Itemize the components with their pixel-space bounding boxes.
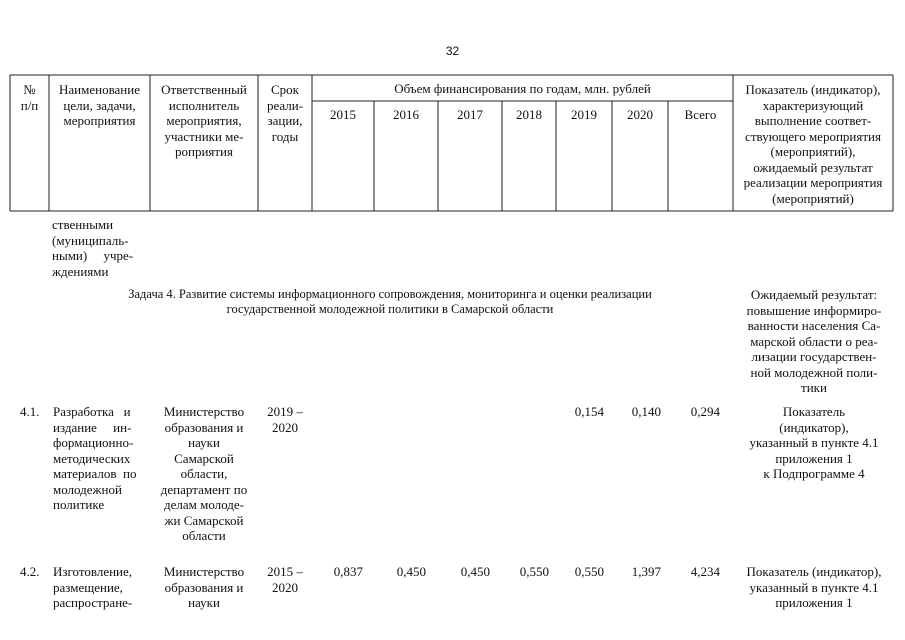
row-4-1-term: 2019 – 2020 xyxy=(267,404,303,435)
row-4-2-value-2018: 0,550 xyxy=(519,564,549,579)
row-4-2-term: 2015 – 2020 xyxy=(267,564,303,595)
row-4-2-num: 4.2. xyxy=(20,564,40,579)
header-total: Всего xyxy=(684,107,717,122)
header-name: Наименование цели, задачи, мероприятия xyxy=(59,82,140,128)
header-year-2019: 2019 xyxy=(571,107,597,122)
task-title: Задача 4. Развитие системы информационного сопровождения, мониторинга и оценки реализации государственной молодежной политики в Самарской области xyxy=(128,287,652,316)
row-4-2-value-2019: 0,550 xyxy=(574,564,604,579)
row-4-2-name: Изготовление, размещение, распростране- xyxy=(53,564,133,610)
row-4-1-responsible: Министерство образования и науки Самарской области, департамент по делам молоде- жи Самарской области xyxy=(160,404,248,543)
header-year-2016: 2016 xyxy=(393,107,419,122)
row-4-1-value-2019: 0,154 xyxy=(574,404,604,419)
row-4-2-value-2017: 0,450 xyxy=(460,564,490,579)
row-4-2-value-2015: 0,837 xyxy=(333,564,363,579)
task-expected-result: Ожидаемый результат: повышение информиро- ванности населения Са- марской области о реа- лизации государствен- ной молодежной поли- тики xyxy=(746,287,882,395)
header-term: Срок реали- зации, годы xyxy=(266,82,304,144)
row-4-2-total: 4,234 xyxy=(690,564,720,579)
continuation-text: ственными (муниципаль- ными) учре- ждениями xyxy=(52,217,134,279)
row-4-1-num: 4.1. xyxy=(20,404,40,419)
row-4-2-value-2016: 0,450 xyxy=(396,564,426,579)
header-funding: Объем финансирования по годам, млн. рублей xyxy=(394,81,651,96)
header-year-2017: 2017 xyxy=(457,107,483,122)
row-4-1-value-2020: 0,140 xyxy=(631,404,661,419)
row-4-2-indicator: Показатель (индикатор), указанный в пункте 4.1 приложения 1 xyxy=(746,564,882,610)
row-4-1-indicator: Показатель (индикатор), указанный в пункте 4.1 приложения 1 к Подпрограмме 4 xyxy=(749,404,879,481)
row-4-2-value-2020: 1,397 xyxy=(631,564,661,579)
row-4-2-responsible: Министерство образования и науки xyxy=(163,564,245,610)
header-responsible: Ответственный исполнитель мероприятия, участники ме- роприятия xyxy=(161,82,247,159)
row-4-1-name: Разработка и издание ин- формационно- методических материалов по молодежной политике xyxy=(53,404,137,512)
header-year-2015: 2015 xyxy=(330,107,356,122)
row-4-1-total: 0,294 xyxy=(690,404,720,419)
header-year-2018: 2018 xyxy=(516,107,542,122)
page-number: 32 xyxy=(445,44,460,58)
header-num: № п/п xyxy=(20,82,39,113)
header-indicator: Показатель (индикатор), характеризующий выполнение соответ- ствующего мероприятия (мероприятий), ожидаемый результат реализации мероприятия (мероприятий) xyxy=(743,82,883,206)
header-year-2020: 2020 xyxy=(627,107,653,122)
